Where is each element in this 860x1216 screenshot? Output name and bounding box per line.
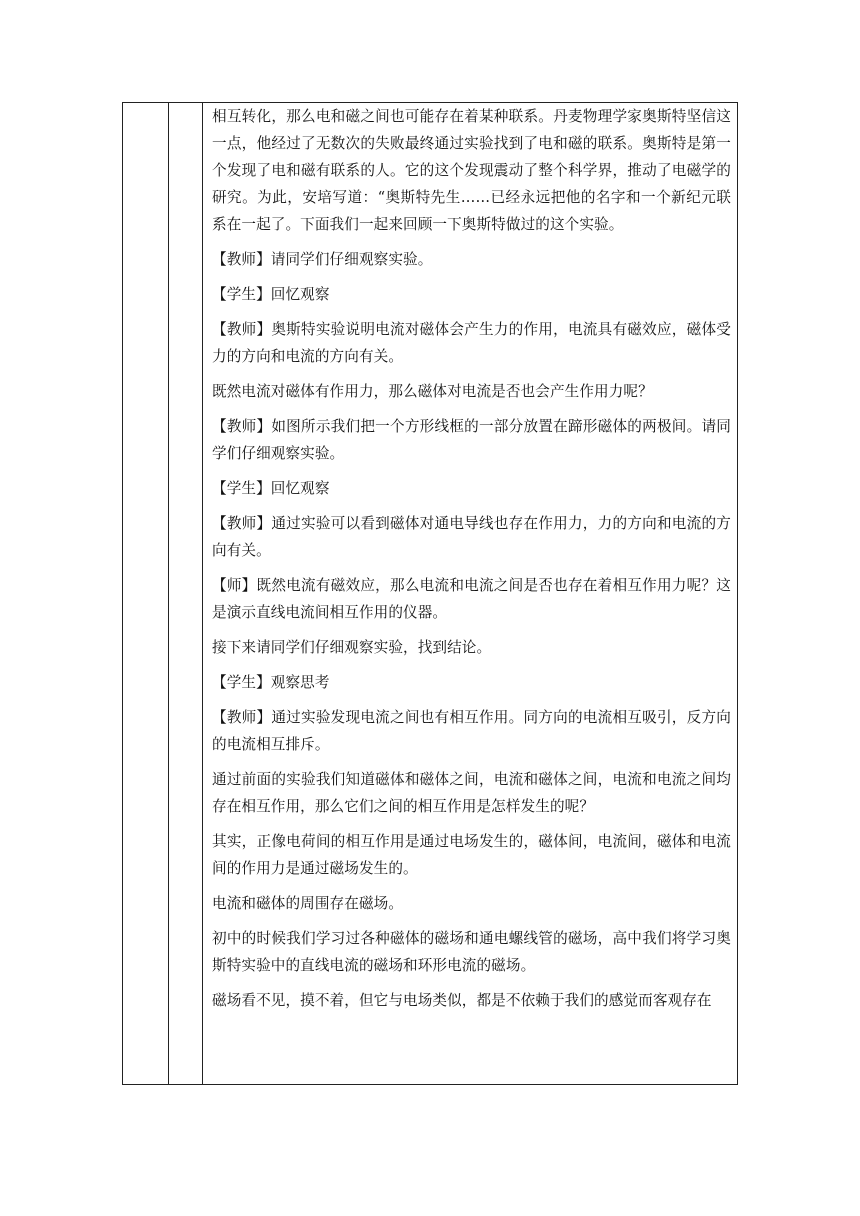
paragraph-invisible-field: 磁场看不见，摸不着，但它与电场类似，都是不依赖于我们的感觉而客观存在	[212, 992, 712, 1009]
paragraph-junior-senior: 初中的时候我们学习过各种磁体的磁场和通电螺线管的磁场，高中我们将学习奥斯特实验中的直线电流的磁场和环形电流的磁场。	[212, 930, 731, 974]
paragraph-teacher-current-current: 【师】既然电流有磁效应，那么电流和电流之间是否也存在着相互作用力呢？这是演示直线电流间相互作用的仪器。	[212, 577, 731, 621]
table-column-divider-1	[168, 103, 169, 1084]
paragraph-intro: 相互转化，那么电和磁之间也可能存在着某种联系。丹麦物理学家奥斯特坚信这一点，他经过了无数次的失败最终通过实验找到了电和磁的联系。奥斯特是第一个发现了电和磁有联系的人。它的这个发现震动了整个科学界，推动了电磁学的研究。为此，安培写道：“奥斯特先生……已经永远把他的名字和一个新纪元联系在一起了。下面我们一起来回顾一下奥斯特做过的这个实验。	[212, 108, 731, 233]
paragraph-observe-conclusion: 接下来请同学们仔细观察实验，找到结论。	[212, 639, 492, 656]
paragraph-student-think: 【学生】观察思考	[212, 674, 330, 691]
paragraph-student-recall: 【学生】回忆观察	[212, 286, 330, 303]
paragraph-field-exists: 电流和磁体的周围存在磁场。	[212, 895, 404, 912]
paragraph-teacher-observe: 【教师】请同学们仔细观察实验。	[212, 251, 433, 268]
table-column-divider-2	[202, 103, 203, 1084]
lesson-content-cell	[212, 103, 731, 1084]
paragraph-teacher-frame: 【教师】如图所示我们把一个方形线框的一部分放置在蹄形磁体的两极间。请同学们仔细观察实验。	[212, 418, 731, 462]
paragraph-teacher-result: 【教师】通过实验发现电流之间也有相互作用。同方向的电流相互吸引，反方向的电流相互排斥。	[212, 709, 731, 753]
paragraph-question-force: 既然电流对磁体有作用力，那么磁体对电流是否也会产生作用力呢？	[212, 383, 653, 400]
paragraph-teacher-oersted: 【教师】奥斯特实验说明电流对磁体会产生力的作用，电流具有磁效应，磁体受力的方向和电流的方向有关。	[212, 321, 731, 365]
lesson-table	[122, 102, 738, 1085]
paragraph-interactions: 通过前面的实验我们知道磁体和磁体之间，电流和磁体之间，电流和电流之间均存在相互作用，那么它们之间的相互作用是怎样发生的呢？	[212, 771, 731, 815]
paragraph-student-recall-2: 【学生】回忆观察	[212, 480, 330, 497]
paragraph-teacher-wire-force: 【教师】通过实验可以看到磁体对通电导线也存在作用力，力的方向和电流的方向有关。	[212, 515, 731, 559]
paragraph-magnetic-field: 其实，正像电荷间的相互作用是通过电场发生的，磁体间，电流间，磁体和电流间的作用力是通过磁场发生的。	[212, 833, 731, 877]
